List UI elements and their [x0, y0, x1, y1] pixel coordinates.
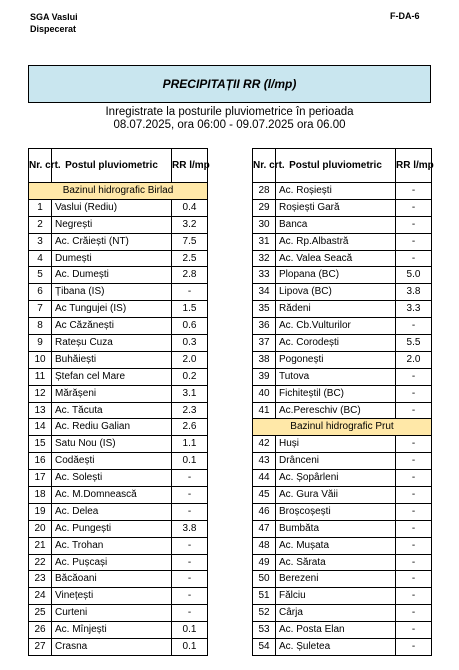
table-row: [253, 588, 432, 605]
row-number: 28: [253, 183, 276, 200]
table-header-row: [253, 149, 432, 183]
table-row: [29, 351, 208, 368]
station-name: Berezeni: [276, 571, 396, 588]
table-row: [29, 520, 208, 537]
row-number: 26: [29, 622, 52, 639]
row-number: 3: [29, 233, 52, 250]
rainfall-value: -: [396, 622, 432, 639]
station-name: Ac. Șuletea: [276, 639, 396, 656]
rainfall-value: 7.5: [172, 233, 208, 250]
table-row: [29, 436, 208, 453]
station-name: Codăești: [52, 453, 172, 470]
rainfall-value: 2.6: [172, 419, 208, 436]
row-number: 8: [29, 318, 52, 335]
table-row: [29, 588, 208, 605]
row-number: 35: [253, 301, 276, 318]
org-line-2: Dispecerat: [30, 24, 77, 34]
table-row: [29, 487, 208, 504]
rainfall-value: -: [396, 537, 432, 554]
station-name: Băcăoani: [52, 571, 172, 588]
station-name: Ac. Gura Văii: [276, 487, 396, 504]
station-name: Banca: [276, 216, 396, 233]
rainfall-value: 1.1: [172, 436, 208, 453]
row-number: 48: [253, 537, 276, 554]
row-number: 7: [29, 301, 52, 318]
station-name: Ac Tungujei (IS): [52, 301, 172, 318]
table-row: [29, 419, 208, 436]
table-row: [29, 503, 208, 520]
col-header-rr: RR l/mp: [172, 149, 208, 183]
page-title: PRECIPITAȚII RR (l/mp): [28, 65, 431, 103]
station-name: Buhăiești: [52, 351, 172, 368]
rainfall-value: -: [172, 571, 208, 588]
row-number: 15: [29, 436, 52, 453]
station-name: Ac. Delea: [52, 503, 172, 520]
row-number: 47: [253, 520, 276, 537]
rainfall-value: -: [396, 639, 432, 656]
table-row: [29, 233, 208, 250]
row-number: 24: [29, 588, 52, 605]
table-row: [253, 537, 432, 554]
table-row: [29, 199, 208, 216]
row-number: 9: [29, 335, 52, 352]
station-name: Ac. Pungești: [52, 520, 172, 537]
table-row: [253, 402, 432, 419]
rainfall-value: 0.3: [172, 335, 208, 352]
row-number: 49: [253, 554, 276, 571]
table-row: [253, 453, 432, 470]
rainfall-value: -: [396, 233, 432, 250]
row-number: 44: [253, 470, 276, 487]
rainfall-value: -: [396, 436, 432, 453]
rainfall-value: -: [172, 605, 208, 622]
table-row: [253, 233, 432, 250]
row-number: 38: [253, 351, 276, 368]
rainfall-value: -: [396, 216, 432, 233]
row-number: 6: [29, 284, 52, 301]
table-row: [29, 284, 208, 301]
rainfall-value: 3.8: [396, 284, 432, 301]
table-row: [29, 402, 208, 419]
rainfall-value: 3.1: [172, 385, 208, 402]
row-number: 40: [253, 385, 276, 402]
row-number: 54: [253, 639, 276, 656]
row-number: 53: [253, 622, 276, 639]
rainfall-value: 2.0: [396, 351, 432, 368]
table-row: [253, 250, 432, 267]
row-number: 42: [253, 436, 276, 453]
rainfall-value: 0.1: [172, 453, 208, 470]
row-number: 27: [29, 639, 52, 656]
table-row: [29, 216, 208, 233]
basin-row: [253, 419, 432, 436]
col-header-nr: Nr. crt.: [253, 149, 276, 183]
col-header-rr: RR l/mp: [396, 149, 432, 183]
row-number: 12: [29, 385, 52, 402]
table-row: [253, 385, 432, 402]
rainfall-value: -: [396, 199, 432, 216]
row-number: 4: [29, 250, 52, 267]
rainfall-value: -: [396, 588, 432, 605]
rainfall-value: 3.3: [396, 301, 432, 318]
station-name: Ac. Corodești: [276, 335, 396, 352]
row-number: 36: [253, 318, 276, 335]
station-name: Negrești: [52, 216, 172, 233]
station-name: Lipova (BC): [276, 284, 396, 301]
table-row: [253, 470, 432, 487]
station-name: Cârja: [276, 605, 396, 622]
table-row: [253, 639, 432, 656]
station-name: Huși: [276, 436, 396, 453]
rainfall-value: 0.2: [172, 368, 208, 385]
station-name: Ac. Sărata: [276, 554, 396, 571]
table-row: [29, 385, 208, 402]
rainfall-value: -: [396, 453, 432, 470]
station-name: Ac. Crăiești (NT): [52, 233, 172, 250]
row-number: 2: [29, 216, 52, 233]
station-name: Dumești: [52, 250, 172, 267]
row-number: 22: [29, 554, 52, 571]
table-row: [253, 267, 432, 284]
rainfall-value: 2.5: [172, 250, 208, 267]
row-number: 37: [253, 335, 276, 352]
table-row: [253, 368, 432, 385]
row-number: 17: [29, 470, 52, 487]
row-number: 51: [253, 588, 276, 605]
table-row: [253, 284, 432, 301]
rainfall-value: -: [396, 250, 432, 267]
row-number: 31: [253, 233, 276, 250]
station-name: Ac. Pușcași: [52, 554, 172, 571]
basin-row: [29, 183, 208, 200]
station-name: Broșcoșești: [276, 503, 396, 520]
table-row: [29, 571, 208, 588]
row-number: 25: [29, 605, 52, 622]
rainfall-value: 1.5: [172, 301, 208, 318]
table-row: [29, 301, 208, 318]
row-number: 39: [253, 368, 276, 385]
station-name: Pogonești: [276, 351, 396, 368]
row-number: 13: [29, 402, 52, 419]
table-row: [253, 605, 432, 622]
station-name: Ac. Cb.Vulturilor: [276, 318, 396, 335]
rainfall-value: -: [396, 487, 432, 504]
table-row: [253, 503, 432, 520]
station-name: Ac. Solești: [52, 470, 172, 487]
station-name: Rădeni: [276, 301, 396, 318]
station-name: Țibana (IS): [52, 284, 172, 301]
row-number: 11: [29, 368, 52, 385]
station-name: Satu Nou (IS): [52, 436, 172, 453]
row-number: 30: [253, 216, 276, 233]
rainfall-value: -: [396, 571, 432, 588]
table-header-row: [29, 149, 208, 183]
row-number: 16: [29, 453, 52, 470]
row-number: 50: [253, 571, 276, 588]
rainfall-value: -: [396, 368, 432, 385]
rainfall-value: -: [396, 402, 432, 419]
station-name: Ac. Trohan: [52, 537, 172, 554]
station-name: Vinețești: [52, 588, 172, 605]
station-name: Tutova: [276, 368, 396, 385]
table-row: [253, 318, 432, 335]
station-name: Ac Căzănești: [52, 318, 172, 335]
row-number: 32: [253, 250, 276, 267]
row-number: 20: [29, 520, 52, 537]
rainfall-value: 0.1: [172, 639, 208, 656]
row-number: 34: [253, 284, 276, 301]
rainfall-value: -: [172, 537, 208, 554]
row-number: 5: [29, 267, 52, 284]
row-number: 14: [29, 419, 52, 436]
rainfall-value: -: [172, 588, 208, 605]
table-row: [29, 453, 208, 470]
rainfall-value: -: [172, 487, 208, 504]
table-row: [253, 199, 432, 216]
station-name: Ac. Șopârleni: [276, 470, 396, 487]
rainfall-value: 2.3: [172, 402, 208, 419]
station-name: Plopana (BC): [276, 267, 396, 284]
station-name: Bumbăta: [276, 520, 396, 537]
station-name: Ștefan cel Mare: [52, 368, 172, 385]
table-row: [253, 622, 432, 639]
table-row: [29, 605, 208, 622]
station-name: Crasna: [52, 639, 172, 656]
table-row: [29, 622, 208, 639]
table-row: [253, 571, 432, 588]
station-name: Ac. Valea Seacă: [276, 250, 396, 267]
station-name: Mărășeni: [52, 385, 172, 402]
table-row: [253, 351, 432, 368]
station-name: Ac. Mînjești: [52, 622, 172, 639]
station-name: Ac. Tăcuta: [52, 402, 172, 419]
period-subtitle: [28, 106, 431, 132]
rainfall-value: -: [396, 385, 432, 402]
table-row: [29, 368, 208, 385]
table-row: [29, 318, 208, 335]
rainfall-value: -: [396, 554, 432, 571]
station-name: Curteni: [52, 605, 172, 622]
table-row: [29, 267, 208, 284]
station-name: Rateșu Cuza: [52, 335, 172, 352]
table-row: [29, 554, 208, 571]
rainfall-value: 0.1: [172, 622, 208, 639]
table-row: [253, 520, 432, 537]
col-header-post: Postul pluviometric: [52, 149, 172, 183]
rainfall-value: -: [172, 503, 208, 520]
org-line-1: SGA Vaslui: [30, 12, 78, 22]
rainfall-value: -: [396, 470, 432, 487]
rainfall-value: -: [396, 520, 432, 537]
rainfall-value: -: [172, 470, 208, 487]
table-row: [29, 250, 208, 267]
row-number: 21: [29, 537, 52, 554]
rainfall-value: 3.8: [172, 520, 208, 537]
row-number: 43: [253, 453, 276, 470]
station-name: Ac. Roșiești: [276, 183, 396, 200]
table-row: [29, 470, 208, 487]
table-row: [29, 335, 208, 352]
station-name: Roșiești Gară: [276, 199, 396, 216]
table-row: [253, 335, 432, 352]
rainfall-value: 5.0: [396, 267, 432, 284]
table-row: [253, 436, 432, 453]
station-name: Fălciu: [276, 588, 396, 605]
left-rain-table: [28, 148, 208, 656]
rainfall-value: 0.6: [172, 318, 208, 335]
rainfall-value: -: [396, 183, 432, 200]
right-rain-table: [252, 148, 432, 656]
table-row: [253, 183, 432, 200]
station-name: Vaslui (Rediu): [52, 199, 172, 216]
station-name: Ac.Pereschiv (BC): [276, 402, 396, 419]
rainfall-value: -: [172, 284, 208, 301]
subtitle-line-1: Inregistrate la posturile pluviometrice în perioada: [105, 106, 354, 118]
row-number: 46: [253, 503, 276, 520]
rainfall-value: 0.4: [172, 199, 208, 216]
station-name: Ac. Dumești: [52, 267, 172, 284]
rainfall-value: 3.2: [172, 216, 208, 233]
rainfall-value: -: [396, 318, 432, 335]
basin-label: Bazinul hidrografic Prut: [253, 419, 432, 436]
rainfall-value: -: [172, 554, 208, 571]
station-name: Ac. Mușata: [276, 537, 396, 554]
station-name: Drânceni: [276, 453, 396, 470]
organization-name: [30, 11, 78, 35]
row-number: 41: [253, 402, 276, 419]
rainfall-value: 2.0: [172, 351, 208, 368]
station-name: Fichiteștil (BC): [276, 385, 396, 402]
table-row: [253, 301, 432, 318]
rainfall-value: -: [396, 605, 432, 622]
col-header-nr: Nr. crt.: [29, 149, 52, 183]
station-name: Ac. Rp.Albastră: [276, 233, 396, 250]
rainfall-value: 5.5: [396, 335, 432, 352]
station-name: Ac. Posta Elan: [276, 622, 396, 639]
table-row: [29, 639, 208, 656]
station-name: Ac. Rediu Galian: [52, 419, 172, 436]
table-row: [253, 487, 432, 504]
table-row: [29, 537, 208, 554]
row-number: 33: [253, 267, 276, 284]
table-row: [253, 216, 432, 233]
row-number: 10: [29, 351, 52, 368]
table-row: [253, 554, 432, 571]
row-number: 19: [29, 503, 52, 520]
rainfall-value: 2.8: [172, 267, 208, 284]
row-number: 29: [253, 199, 276, 216]
row-number: 52: [253, 605, 276, 622]
row-number: 18: [29, 487, 52, 504]
station-name: Ac. M.Domnească: [52, 487, 172, 504]
basin-label: Bazinul hidrografic Birlad: [29, 183, 208, 200]
row-number: 45: [253, 487, 276, 504]
col-header-post: Postul pluviometric: [276, 149, 396, 183]
row-number: 23: [29, 571, 52, 588]
subtitle-line-2: 08.07.2025, ora 06:00 - 09.07.2025 ora 06.00: [113, 119, 346, 131]
form-code: F-DA-6: [390, 11, 420, 21]
rainfall-value: -: [396, 503, 432, 520]
row-number: 1: [29, 199, 52, 216]
